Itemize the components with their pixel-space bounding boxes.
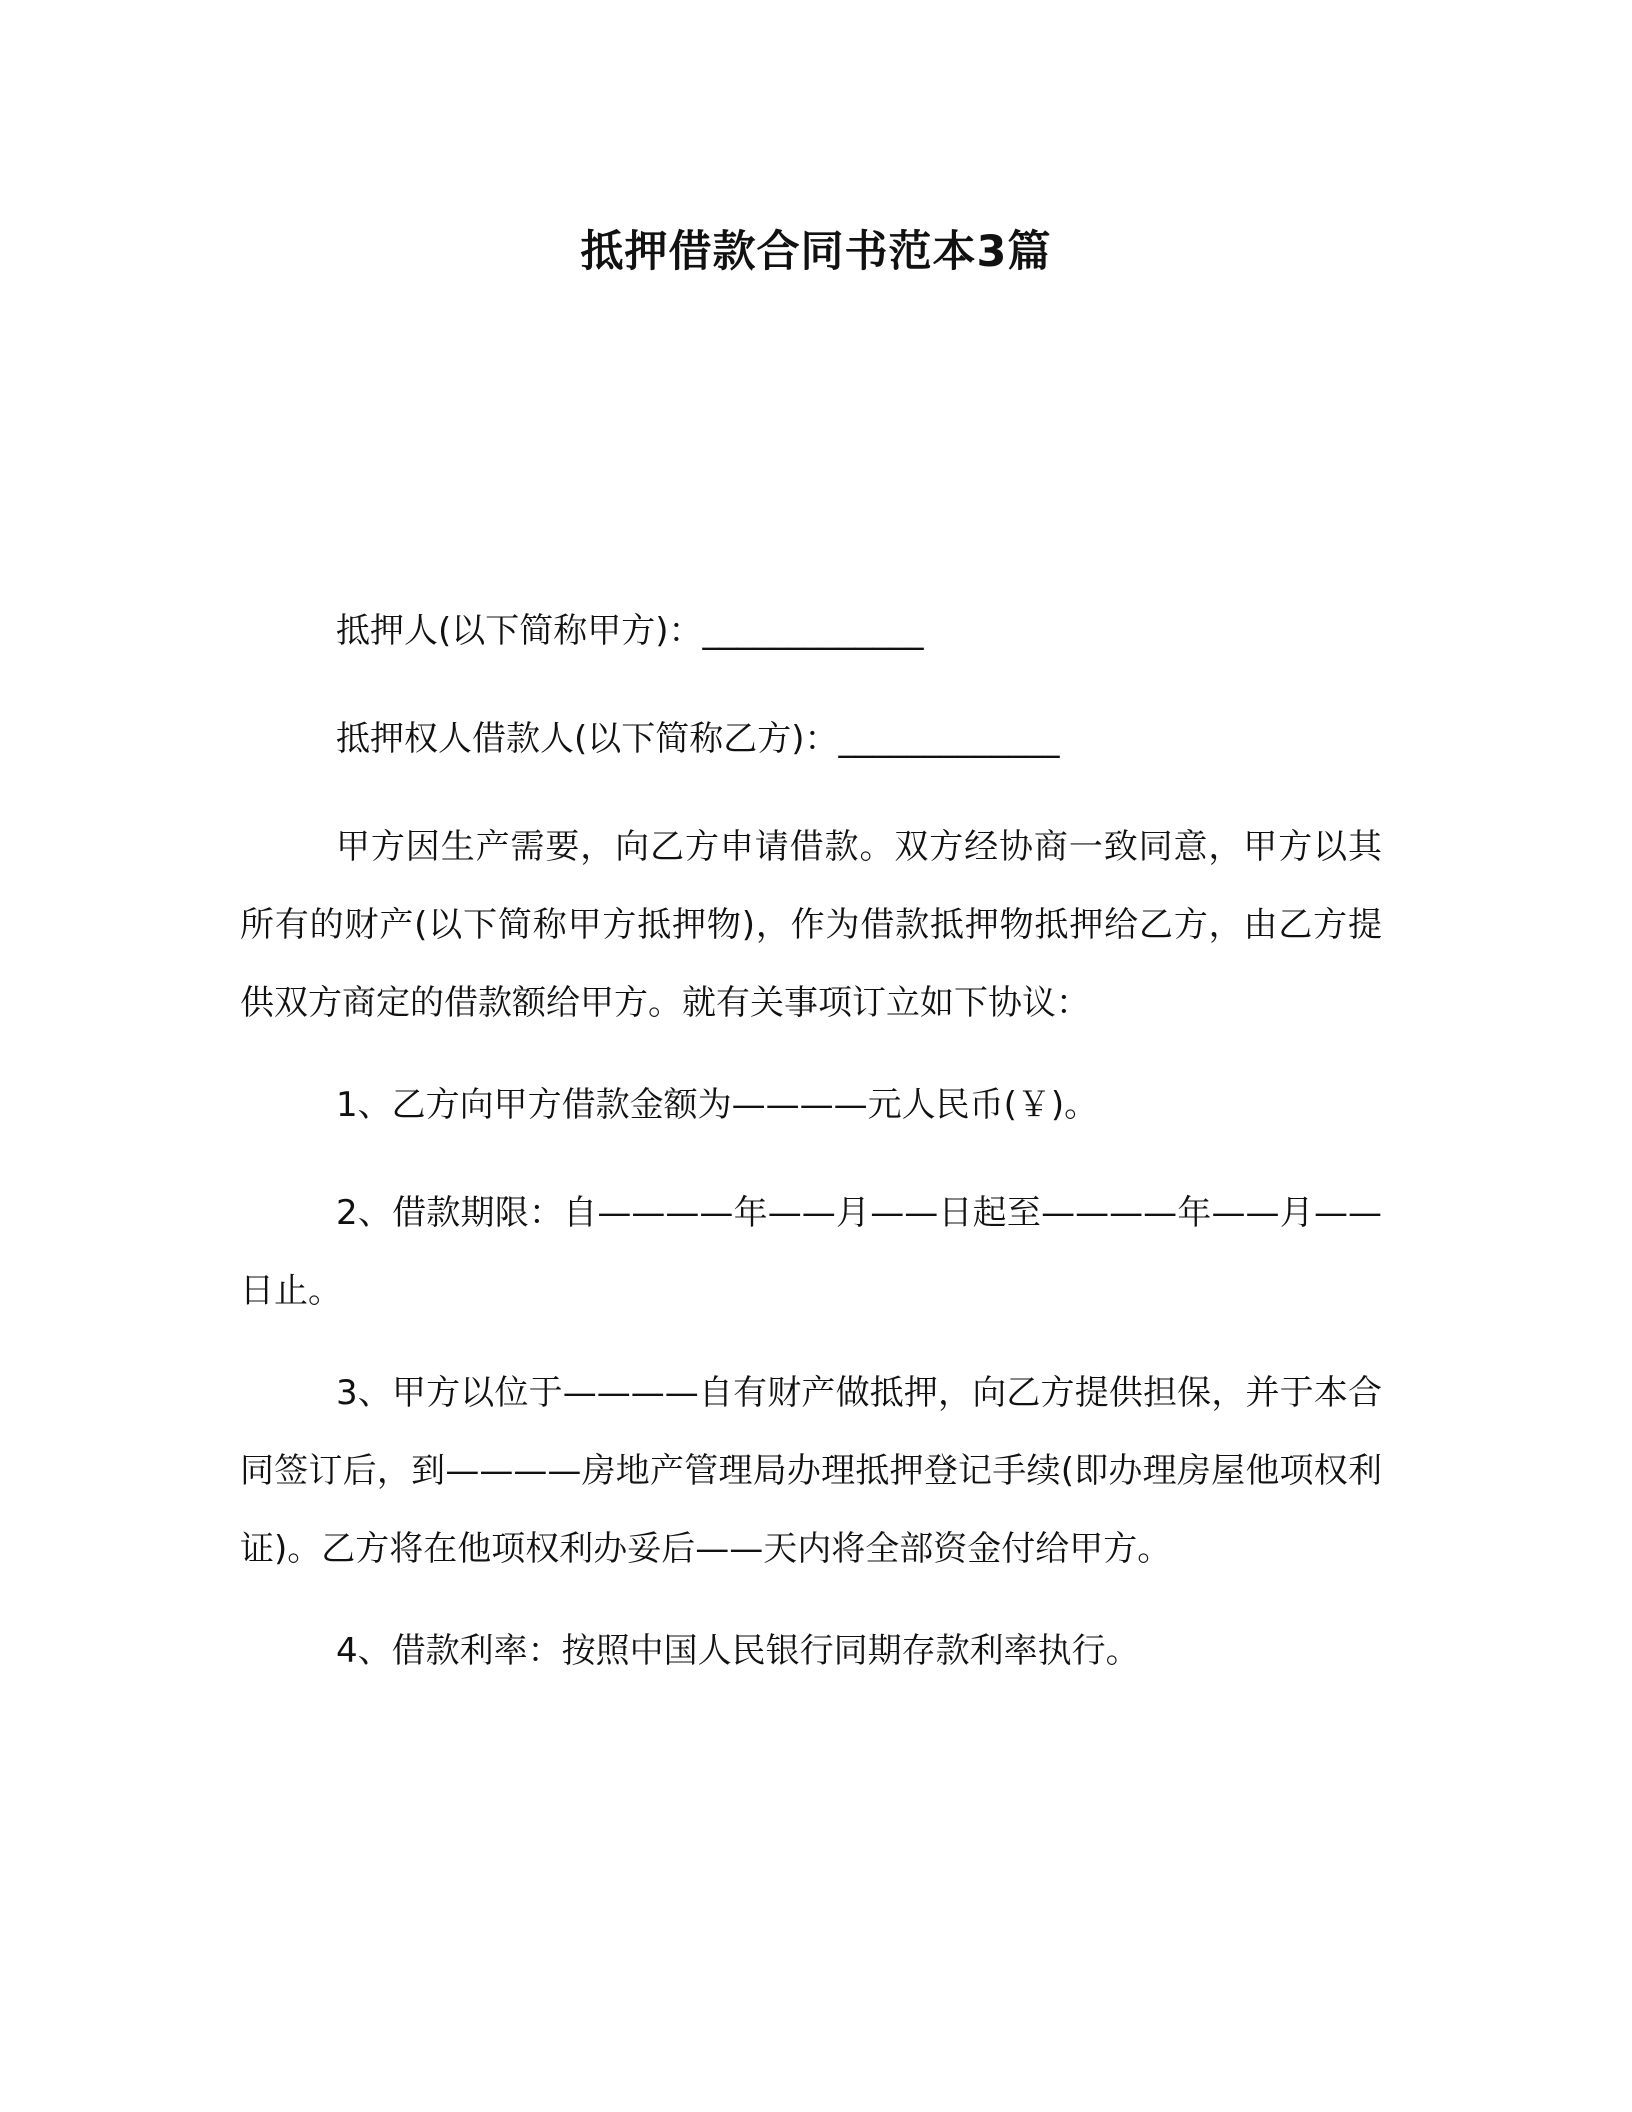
document-body	[240, 592, 1382, 1720]
clause-1-loan-amount: 1、乙方向甲方借款金额为————元人民币(￥)。	[336, 1085, 1099, 1125]
clause-3-collateral: 3、甲方以位于————自有财产做抵押，向乙方提供担保，并于本合同签订后，到————房地产管理局办理抵押登记手续(即办理房屋他项权利证)。乙方将在他项权利办妥后——天内将全部资金付给甲方。	[240, 1373, 1382, 1569]
mortgagor-line: 抵押人(以下简称甲方)：_____________	[336, 611, 924, 651]
preamble-paragraph: 甲方因生产需要，向乙方申请借款。双方经协商一致同意，甲方以其所有的财产(以下简称甲方抵押物)，作为借款抵押物抵押给乙方，由乙方提供双方商定的借款额给甲方。就有关事项订立如下协议：	[240, 827, 1382, 1023]
document-title: 抵押借款合同书范本3篇	[580, 227, 1052, 277]
mortgagee-line: 抵押权人借款人(以下简称乙方)：_____________	[336, 719, 1060, 759]
clause-2-loan-term: 2、借款期限：自————年——月——日起至————年——月——日止。	[240, 1193, 1382, 1311]
clause-4-interest-rate: 4、借款利率：按照中国人民银行同期存款利率执行。	[336, 1631, 1140, 1671]
